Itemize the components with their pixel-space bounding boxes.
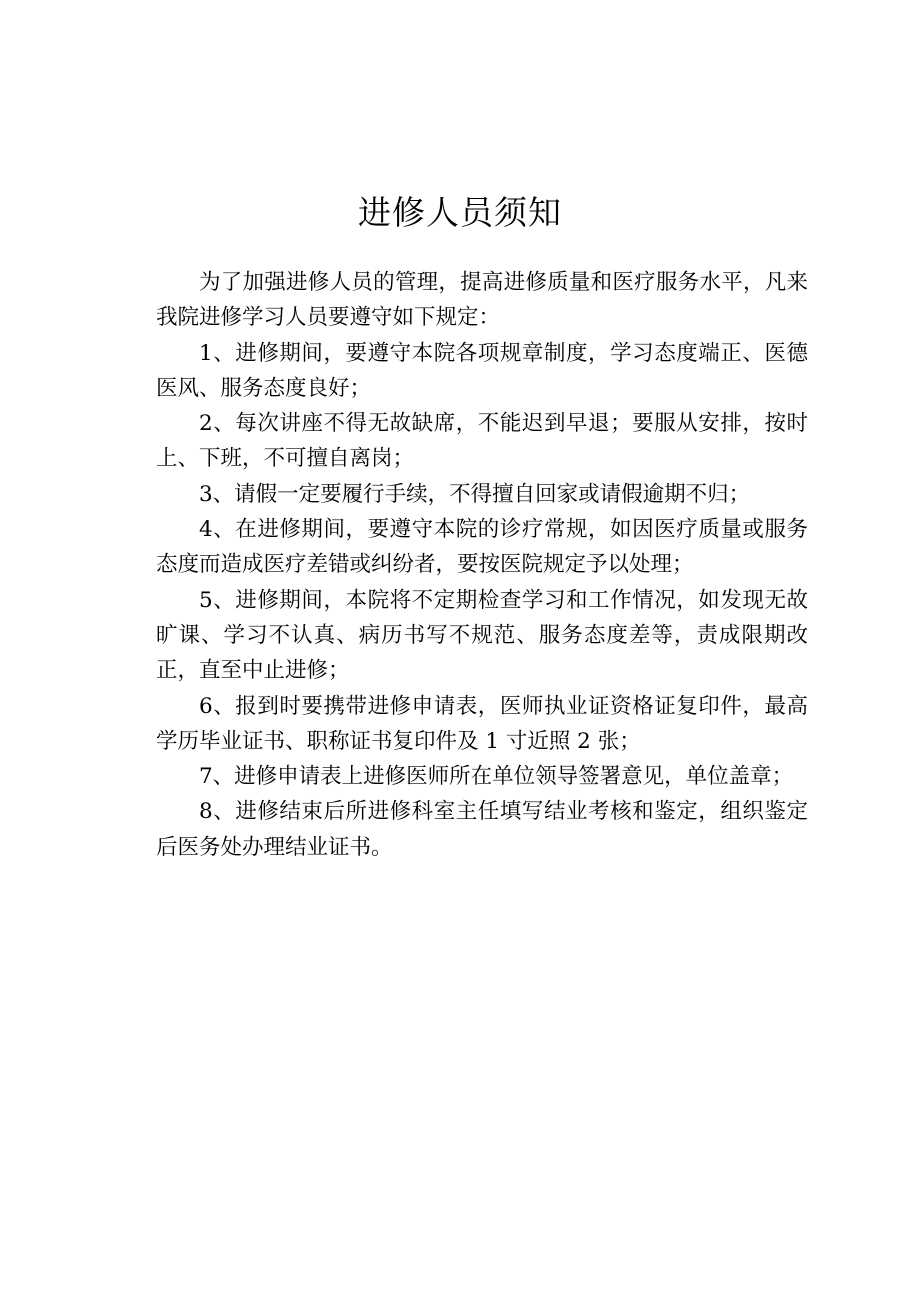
rule-item-8: 8、进修结束后所进修科室主任填写结业考核和鉴定，组织鉴定后医务处办理结业证书。 [156, 799, 808, 860]
rule-item-2: 2、每次讲座不得无故缺席，不能迟到早退；要服从安排，按时上、下班，不可擅自离岗； [156, 411, 808, 472]
intro-paragraph: 为了加强进修人员的管理，提高进修质量和医疗服务水平，凡来我院进修学习人员要遵守如下规定： [156, 270, 808, 331]
rule-item-1: 1、进修期间，要遵守本院各项规章制度，学习态度端正、医德医风、服务态度良好； [156, 340, 808, 401]
rule-item-7: 7、进修申请表上进修医师所在单位领导签署意见，单位盖章； [199, 764, 794, 790]
document-title: 进修人员须知 [358, 193, 562, 232]
document-body [156, 265, 808, 865]
rule-item-4: 4、在进修期间，要遵守本院的诊疗常规，如因医疗质量或服务态度而造成医疗差错或纠纷者，要按医院规定予以处理； [156, 517, 808, 578]
rule-item-5: 5、进修期间，本院将不定期检查学习和工作情况，如发现无故旷课、学习不认真、病历书写不规范、服务态度差等，责成限期改正，直至中止进修； [156, 587, 808, 684]
rule-item-6: 6、报到时要携带进修申请表，医师执业证资格证复印件，最高学历毕业证书、职称证书复印件及 1 寸近照 2 张； [156, 693, 808, 754]
rule-item-3: 3、请假一定要履行手续，不得擅自回家或请假逾期不归； [199, 481, 751, 507]
